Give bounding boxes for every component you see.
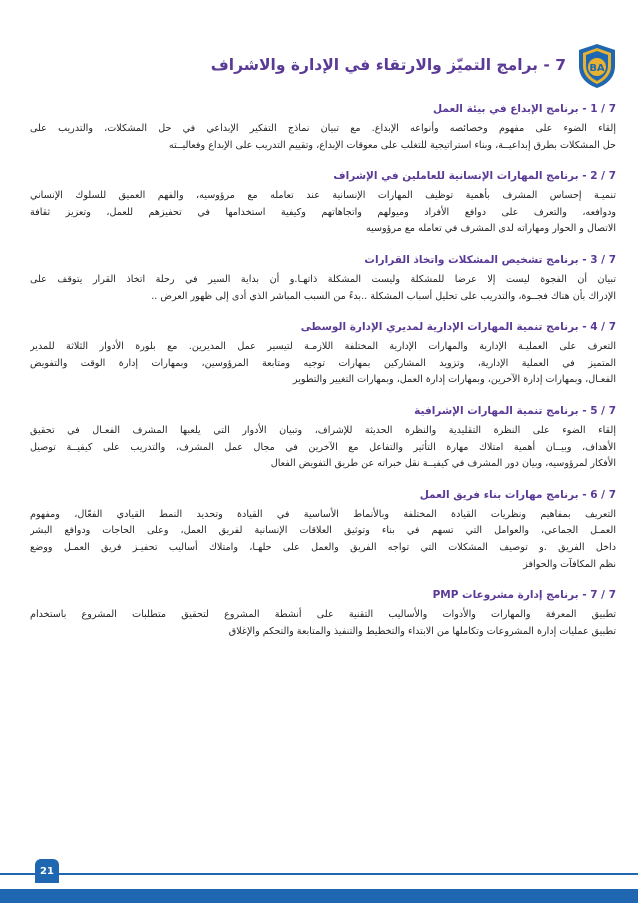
section-title: 7 / 5 - برنامج تنمية المهارات الإشرافية (414, 404, 616, 417)
section-text-line: الأهداف، وبيــان أهمية امتلاك مهارة التأثير والتفاعل مع الآخرين في مجال عمل المشرف، والتدريب على كيفيــة توصيل (30, 441, 616, 453)
program-section (30, 404, 616, 473)
section-text-line: تبيان أن الفجوة ليست إلا عرضا للمشكلة وليست المشكلة ذاتهـا.و أن بداية السير في رحلة اتخاذ القرار يتوقف على (30, 273, 616, 285)
section-text-line: تطبيق المعرفة والمهارات والأدوات والأساليب التقنية على أنشطة المشروع لتحقيق متطلبات المشروع باستخدام (30, 609, 616, 621)
section-text-line: إلقاء الضوء على مفهوم وخصائصه وأنواعه الإبداع. مع تبيان نماذج التفكير الإبداعي في حل المشكلات، والتدريب على (30, 123, 616, 134)
section-title: 7 / 6 - برنامج مهارات بناء فريق العمل (419, 488, 616, 501)
section-title: 7 / 1 - برنامج الإبداع في بيئة العمل (433, 103, 616, 115)
section-text-line: الفعـال، وبمهارات إدارة الآخرين، وبمهارات إدارة العمل، وبمهارات التغيير والتطوير (292, 374, 616, 386)
page-footer (0, 845, 638, 903)
program-section (30, 169, 616, 238)
logo-shield-icon (576, 42, 618, 90)
section-text-line: الاتصال و الحوار ومهاراته لدى المشرف في تعامله مع مرؤوسيه (365, 223, 616, 235)
section-text-line: التعريف بمفاهيم ونظريات القيادة المختلفة وبالأنماط الأساسية في القيادة وتحديد النمط القيادي الفعّال، ومفهوم (30, 508, 616, 520)
section-title: 7 / 4 - برنامج تنمية المهارات الإدارية لمديري الإدارة الوسطى (300, 321, 616, 334)
section-title: 7 / 7 - برنامج إدارة مشروعات PMP (432, 589, 616, 602)
logo-letters: BA (589, 63, 605, 74)
program-section (30, 320, 616, 389)
footer-divider (0, 873, 638, 875)
page-number: 21 (35, 859, 59, 883)
section-text-line: التعرف على العمليـة الإدارية والمهارات الإدارية المختلفة اللازمـة لتيسير عمل المديرين. مع بلورة الأدوار الثلاثة للمدير (30, 341, 616, 353)
section-title: 7 / 3 - برنامج تشخيص المشكلات واتخاذ القرارات (364, 253, 616, 266)
program-list (30, 102, 616, 655)
program-section (30, 102, 616, 154)
section-text-line: إلقاء الضوء على النظرة التقليدية والنظرة الحديثة للإشراف، وتبيان الأدوار التي يلعبها المشرف الفعـال في تحقيق (30, 424, 616, 436)
section-text-line: الإدراك بأن هناك فجــوة، والتدريب على تحليل أسباب المشكلة ..بدءً من السبب المباشر الذي أدى إلى ظهور العرض .. (151, 290, 616, 302)
section-text-line: العمـل الجماعي، والعوامل التي تسهم في بناء وتوثيق العلاقات الإنسانية لفريق العمل، وعلى الحاجات ودوافع البشر (30, 525, 616, 537)
section-text-line: حل المشكلات بطرق إبداعيــة، وبناء استراتيجية للتغلب على معوقات الإبداع، وتقييم التدريب على الإبداع وفعاليــته (168, 139, 616, 151)
section-text-line: نظم المكافآت والحوافز (523, 558, 616, 570)
section-text-line: تنميـة إحساس المشرف بأهمية توظيف المهارات الإنسانية عند تعامله مع مرؤوسيه، والفهم العميق للسلوك الإنساني (30, 190, 616, 202)
page-header (0, 42, 638, 92)
footer-bar (0, 889, 638, 903)
section-text-line: الأفكار لمرؤوسيه، وبيان دور المشرف في كيفيــة نقل خبراته عن طريق التفويض الفعال (270, 458, 616, 470)
program-section (30, 488, 616, 573)
section-text-line: ودوافعه، والتعرف على دوافع الأفراد وميولهم واتجاهاتهم وكيفية استخدامها في تحفيزهم للعمل، وتعزيز ثقافة (30, 206, 616, 218)
section-text-line: تطبيق عمليات إدارة المشروعات وتكاملها من الابتداء والتخطيط والتنفيذ والمتابعة والتحكم والإغلاق (228, 625, 616, 637)
program-section (30, 253, 616, 305)
section-text-line: داخل الفريق .و توصيف المشكلات التي تواجه الفريق والعمل على حلهـا، وامتلاك أساليب تحفيـز فريق العمـل ووضع (30, 541, 616, 553)
section-text-line: المتميز في العملية الإدارية، وتزويد المشاركين بمهارات توجيه ومتابعة المرؤوسين، وبمهارات إدارة الوقت والتفويض (30, 357, 616, 369)
section-title: 7 / 2 - برنامج المهارات الإنسانية للعاملين في الإشراف (333, 170, 616, 183)
page-title: 7 - برامج التميّز والارتقاء في الإدارة والاشراف (210, 56, 566, 74)
program-section (30, 588, 616, 640)
